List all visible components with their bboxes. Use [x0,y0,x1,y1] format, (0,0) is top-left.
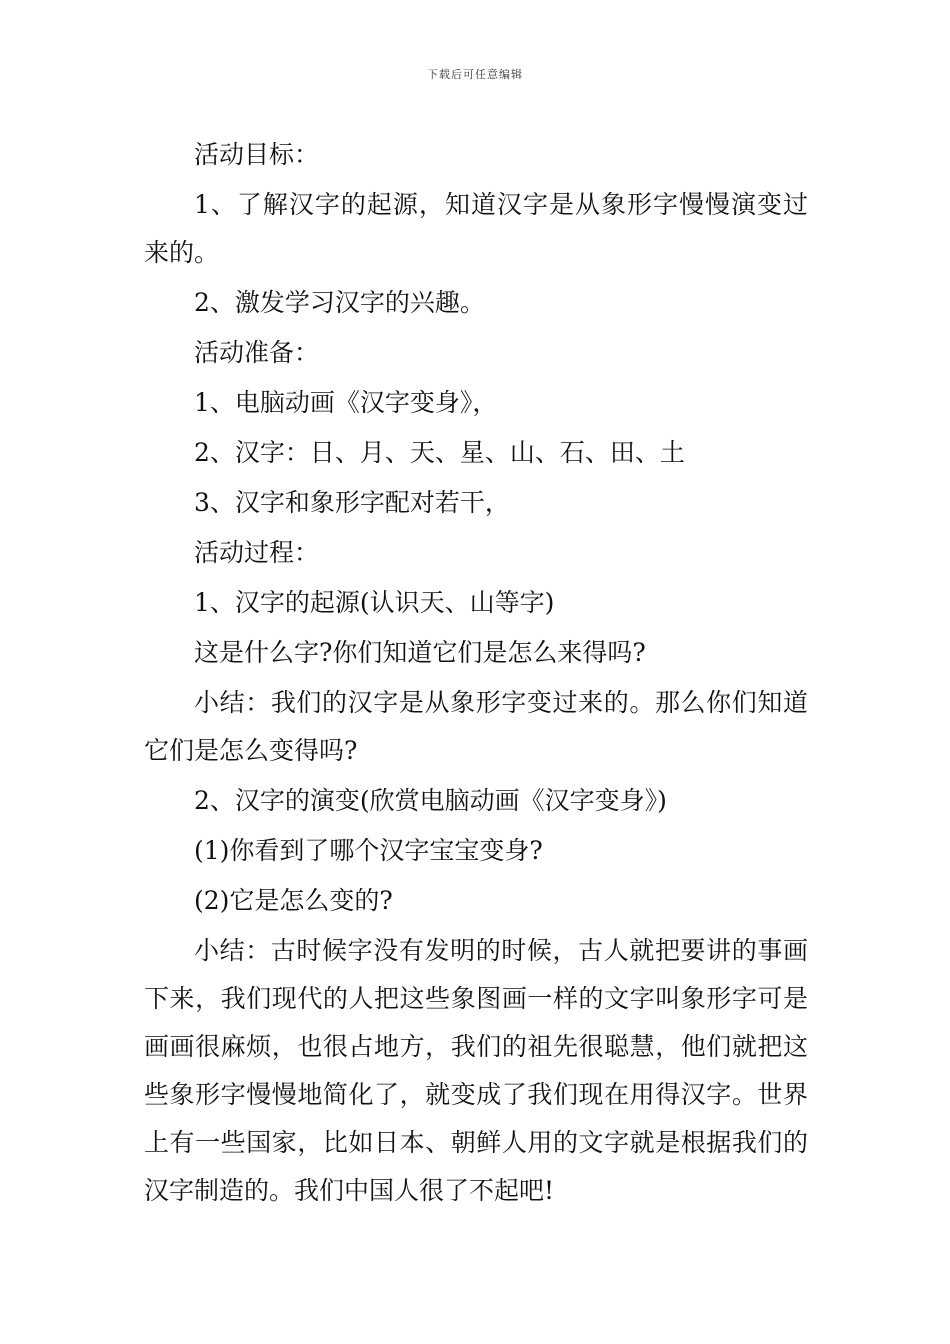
paragraph-summary-1: 小结：我们的汉字是从象形字变过来的。那么你们知道它们是怎么变得吗? [144,688,808,765]
paragraph-goal-heading: 活动目标： [194,140,320,169]
paragraph-summary-2: 小结：古时候字没有发明的时候，古人就把要讲的事画下来，我们现代的人把这些象图画一样的文字叫象形字可是画画很麻烦，也很占地方，我们的祖先很聪慧，他们就把这些象形字慢慢地简化了，就变成了我们现在用得汉字。世界上有一些国家，比如日本、朝鲜人用的文字就是根据我们的汉字制造的。我们中国人很了不起吧! [144,936,808,1205]
paragraph-sub-question-2: (2)它是怎么变的? [194,886,393,915]
paragraph-prep-3: 3、汉字和象形字配对若干， [194,488,510,517]
paragraph-goal-2: 2、激发学习汉字的兴趣。 [194,288,485,317]
paragraph-question: 这是什么字?你们知道它们是怎么来得吗? [194,638,646,667]
paragraph-process-heading: 活动过程： [194,538,320,567]
paragraph-sub-question-1: (1)你看到了哪个汉字宝宝变身? [194,836,543,865]
header-note: 下载后可任意编辑 [427,68,523,81]
paragraph-prep-2: 2、汉字：日、月、天、星、山、石、田、土 [194,438,685,467]
paragraph-process-1: 1、汉字的起源(认识天、山等字) [194,588,555,617]
paragraph-process-2: 2、汉字的演变(欣赏电脑动画《汉字变身》) [194,786,667,815]
paragraph-prep-heading: 活动准备： [194,338,320,367]
paragraph-prep-1: 1、电脑动画《汉字变身》， [194,388,498,417]
paragraph-goal-1: 1、了解汉字的起源，知道汉字是从象形字慢慢演变过来的。 [144,190,808,267]
document-body [144,131,808,1217]
